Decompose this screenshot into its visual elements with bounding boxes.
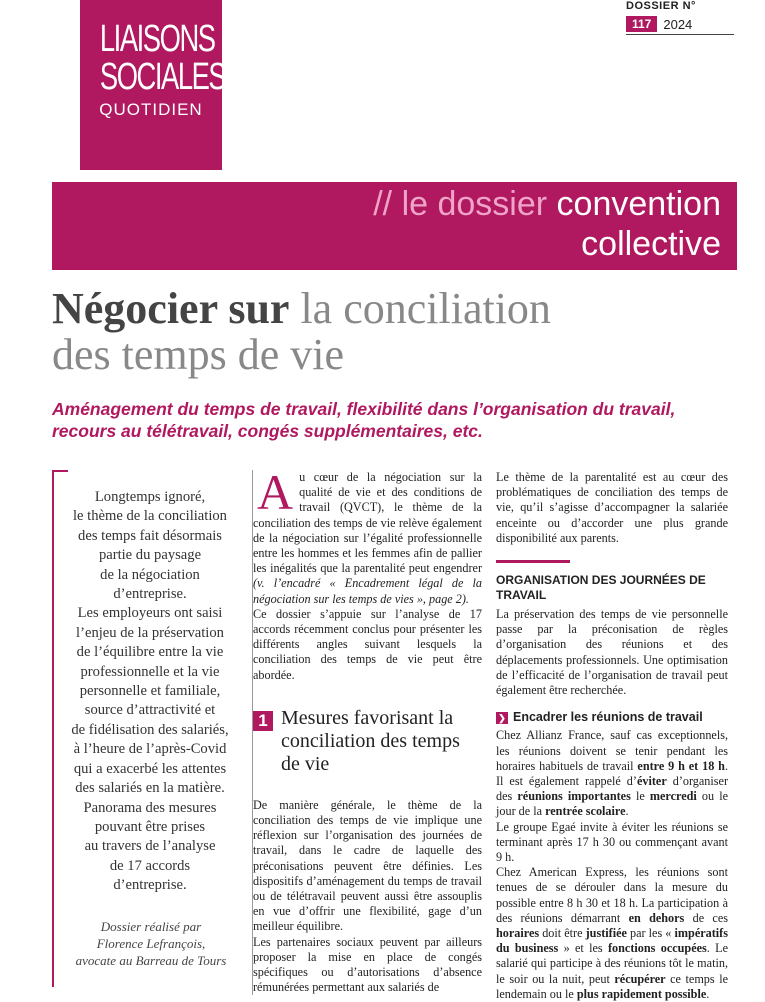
col1-paragraph-3: De manière générale, le thème de la conciliation des temps de vie implique une réflexion sur l’organisation des journées de travail, dans le cadre de laquelle des préconisations peuvent être définies. Les dispositifs d’aménagement du temps de travail ou de télétravail peuvent aussi être assouplis en vue d’offrir une flexibilité, gage d’un meilleur équilibre.: [253, 797, 482, 934]
text-run: doit être: [539, 926, 586, 941]
heading-accent-bar: [496, 560, 570, 563]
bold-run: mercredi: [649, 789, 697, 804]
banner-white-text-1: convention: [556, 185, 721, 223]
bold-run: justifiée: [585, 926, 627, 941]
column-2: [496, 470, 728, 1002]
text-run: de ces: [684, 910, 728, 925]
col1-paragraph-4: Les partenaires sociaux peuvent par ailleurs proposer la mise en place de congés spécifiques ou d’autorisations d’absence rémunérées permettant aux salariés de: [253, 934, 482, 995]
text-run: ce temps le lendemain ou le: [496, 971, 728, 1001]
col2-paragraph-2: La préservation des temps de vie personnelle passe par la préconisation de règles d’organisation des réunions et des déplacements professionnels. Une optimisation de l’efficacité de l’organisation de travail peut également être recherchée.: [496, 607, 728, 698]
bold-run: plus rapidement possible: [576, 986, 707, 1001]
text-run: .: [625, 804, 629, 819]
logo-line-2: SOCIALES: [99, 56, 226, 98]
text-run: . Il est également rappelé d’: [496, 758, 728, 789]
text-run: ou le jour de la: [496, 789, 729, 819]
text-run: » et les: [558, 941, 608, 956]
col1-p1-text: u cœur de la négociation sur la qualité de vie et des conditions de travail (QVCT), le thème de la conciliation des temps de vie relève également de la négociation sur l’égalité professionnelle entre les hommes et les femmes afin de pallier les inégalités que la parentalité peut engendrer: [253, 470, 482, 576]
bold-run: éviter: [636, 774, 667, 789]
dossier-label: DOSSIER N°: [626, 0, 696, 12]
title-dark: Négocier sur: [52, 284, 290, 333]
section-title: Mesures favorisant la conciliation des temps de vie: [281, 706, 460, 775]
bold-run: horaires: [496, 926, 540, 941]
section-banner: [52, 182, 737, 270]
publication-logo: [80, 0, 226, 170]
bold-run: rentrée scolaire: [545, 804, 626, 819]
col1-paragraph-1: [253, 464, 482, 607]
text-run: .: [706, 986, 710, 1001]
col2-paragraph-5: [496, 865, 728, 1002]
bold-run: récupérer: [614, 971, 666, 986]
col1-paragraph-2: Ce dossier s’appuie sur l’analyse de 17 accords récemment conclus pour présenter les différents angles suivant lesquels la conciliation des temps de vie peut être abordée.: [253, 606, 482, 682]
chevron-right-icon: ❯: [496, 712, 508, 724]
bold-run: entre 9 h et 18 h: [637, 758, 725, 773]
col1-p1-reference: (v. l’encadré « Encadrement légal de la négociation sur les temps de vies », page 2).: [253, 576, 482, 606]
dossier-number-block: [626, 0, 736, 35]
col2-paragraph-4: Le groupe Egaé invite à éviter les réunions se terminant après 17 h 30 ou commençant avant 9 h.: [496, 819, 728, 865]
col2-subheading-text: Encadrer les réunions de travail: [513, 710, 703, 725]
section-1-heading: [253, 707, 482, 776]
title-light-1: la conciliation: [300, 284, 551, 333]
bold-run: en dehors: [628, 910, 685, 925]
banner-white-text-2: collective: [581, 225, 721, 263]
text-run: Chez Allianz France, sauf cas exceptionnels, les réunions doivent se tenir pendant les horaires habituels de travail: [496, 728, 728, 773]
bold-run: fonctions occupées: [608, 941, 707, 956]
text-run: d’organiser des: [496, 774, 728, 804]
text-run: par les «: [626, 926, 675, 941]
col2-heading: ORGANISATION DES JOURNÉES DE TRAVAIL: [496, 573, 706, 603]
col2-paragraph-1: Le thème de la parentalité est au cœur des problématiques de conciliation des temps de vie, qu’il s’agisse d’accompagner la salariée enceinte ou d’accorder une plus grande disponibilité aux parents.: [496, 470, 728, 545]
text-run: Chez American Express, les réunions sont tenues de se dérouler dans la mesure du possible entre 8 h 30 et 18 h. La participation à des réunions démarrant: [496, 865, 728, 925]
title-light-2: des temps de vie: [52, 330, 345, 379]
section-number: 1: [253, 711, 273, 731]
page-subtitle: Aménagement du temps de travail, flexibilité dans l’organisation du travail, recours au télétravail, congés supplémentaires, etc.: [52, 399, 676, 441]
text-run: le: [630, 789, 650, 804]
text-run: . Le salarié qui participe à des réunions tôt le matin, le soir ou la nuit, peut: [496, 941, 728, 986]
banner-slashes: //: [373, 185, 393, 223]
banner-text: [373, 184, 721, 264]
column-1: [252, 464, 482, 995]
logo-line-1: LIAISONS: [99, 18, 215, 60]
bold-run: réunions importantes: [517, 789, 631, 804]
sidebar-intro: Longtemps ignoré, le thème de la conciliation des temps fait désormais partie du paysage de la négociation d’entreprise. Les employeurs ont saisi l’enjeu de la préservation de l’équilibre entre la vie professionnelle et la vie personnelle et familiale, source d’attractivité et de fidélisation des salariés, à l’heure de l’après-Covid qui a exacerbé les attentes des salariés en la matière. Panorama des mesures pouvant être prises au travers de l’analyse de 17 accords d’entreprise.: [71, 489, 229, 894]
col2-subheading: [496, 710, 728, 725]
dossier-row: [626, 16, 734, 35]
col2-paragraph-3: [496, 728, 728, 819]
intro-sidebar: [52, 470, 240, 987]
dossier-year: 2024: [663, 16, 693, 32]
dossier-number: 117: [626, 16, 657, 32]
author-credit: Dossier réalisé par Florence Lefrançois, avocate au Barreau de Tours: [75, 919, 227, 968]
banner-pink-text: le dossier: [401, 185, 548, 223]
drop-cap: A: [257, 464, 294, 520]
sidebar-accent: [54, 470, 68, 472]
page-title: [52, 286, 742, 378]
logo-line-3: QUOTIDIEN: [99, 100, 203, 119]
bold-run: impératifs du business: [496, 926, 728, 956]
